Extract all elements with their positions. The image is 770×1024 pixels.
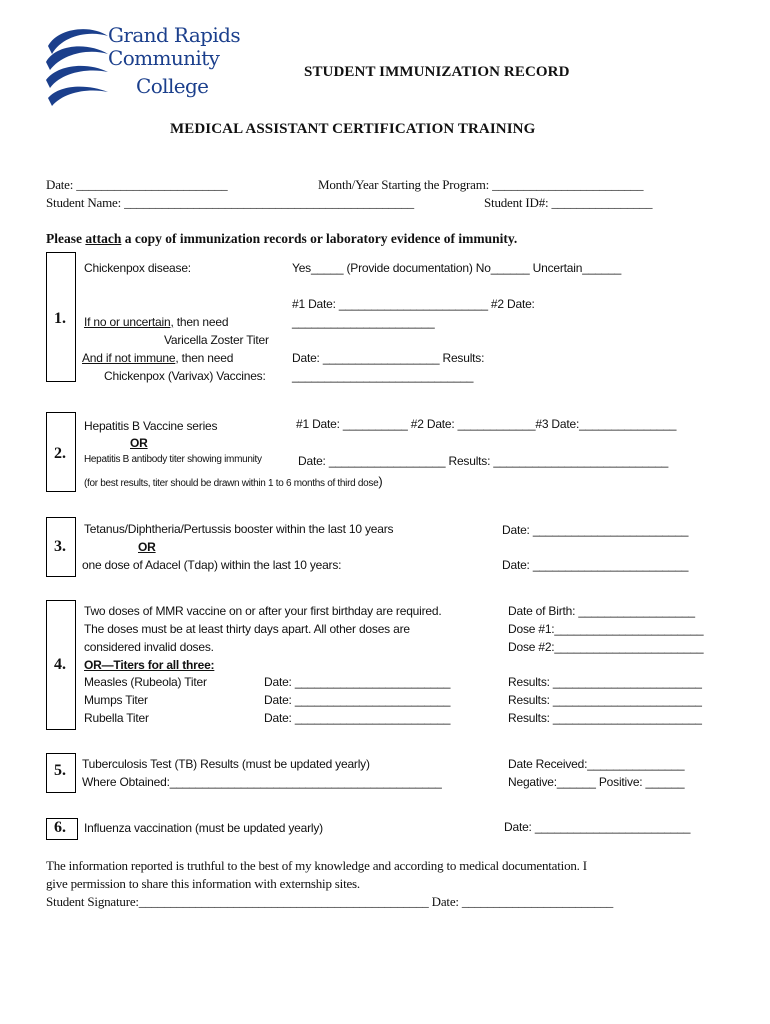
- section-6-number: 6.: [54, 819, 66, 836]
- mmr-dose1-field[interactable]: Dose #1:_______________________: [508, 622, 704, 636]
- tb-result-field[interactable]: Negative:______ Positive: ______: [508, 775, 685, 789]
- page-title: STUDENT IMMUNIZATION RECORD: [304, 64, 570, 80]
- hepb-dates-field[interactable]: #1 Date: __________ #2 Date: ____________#3 Date:_______________: [296, 417, 677, 431]
- hepb-note: [84, 474, 382, 489]
- chickenpox-date2-field[interactable]: ______________________: [292, 315, 435, 329]
- page-subtitle: MEDICAL ASSISTANT CERTIFICATION TRAINING: [170, 121, 536, 137]
- mmr-line-3: considered invalid doses.: [84, 640, 214, 654]
- measles-label: Measles (Rubeola) Titer: [84, 675, 207, 689]
- section-5-number: 5.: [54, 762, 66, 779]
- mmr-dose2-field[interactable]: Dose #2:_______________________: [508, 640, 704, 654]
- flu-label: Influenza vaccination (must be updated yearly): [84, 821, 323, 835]
- if-no-emph: If no or uncertain,: [84, 315, 174, 329]
- tdap-booster-label: Tetanus/Diphtheria/Pertussis booster within the last 10 years: [84, 522, 394, 536]
- instruction-prefix: Please: [46, 231, 86, 246]
- attestation-line-1: The information reported is truthful to the best of my knowledge and according to medical documentation. I: [46, 858, 587, 873]
- hepb-or: OR: [130, 436, 148, 450]
- varicella-titer-label: Varicella Zoster Titer: [164, 333, 269, 347]
- if-not-emph: And if not immune: [82, 351, 176, 365]
- date-field[interactable]: Date: ________________________: [46, 177, 228, 192]
- rubella-date-field[interactable]: Date: ________________________: [264, 711, 451, 725]
- rubella-results-field[interactable]: Results: _______________________: [508, 711, 702, 725]
- mumps-date-field[interactable]: Date: ________________________: [264, 693, 451, 707]
- section-4-number: 4.: [54, 656, 66, 673]
- instruction: [46, 231, 517, 247]
- mumps-results-field[interactable]: Results: _______________________: [508, 693, 702, 707]
- measles-results-field[interactable]: Results: _______________________: [508, 675, 702, 689]
- instruction-emph: attach: [85, 231, 122, 246]
- logo-line-2: Community: [108, 46, 220, 70]
- if-no-text: [84, 315, 228, 329]
- varivax-label: Chickenpox (Varivax) Vaccines:: [104, 369, 266, 383]
- chickenpox-label: Chickenpox disease:: [84, 261, 191, 275]
- tdap-date-field-1[interactable]: Date: ________________________: [502, 523, 689, 537]
- hepb-antibody-label: Hepatitis B antibody titer showing immunity: [84, 454, 262, 465]
- instruction-suffix: a copy of immunization records or laboratory evidence of immunity.: [121, 231, 518, 246]
- attestation-line-2: give permission to share this information with externship sites.: [46, 876, 360, 891]
- chickenpox-dates-field[interactable]: #1 Date: _______________________ #2 Date:: [292, 297, 535, 311]
- section-2-number: 2.: [54, 445, 66, 462]
- tb-where-field[interactable]: Where Obtained:__________________________________________: [82, 775, 442, 789]
- student-name-field[interactable]: Student Name: ______________________________________________: [46, 195, 414, 210]
- logo-line-3: College: [136, 74, 209, 98]
- titer-results-field[interactable]: ____________________________: [292, 369, 474, 383]
- tb-test-label: Tuberculosis Test (TB) Results (must be updated yearly): [82, 757, 370, 771]
- hepb-note-text: (for best results, titer should be drawn within 1 to 6 months of third dose: [84, 478, 379, 489]
- adacel-label: one dose of Adacel (Tdap) within the last 10 years:: [82, 558, 342, 572]
- mmr-line-1: Two doses of MMR vaccine on or after your first birthday are required.: [84, 604, 442, 618]
- rubella-label: Rubella Titer: [84, 711, 149, 725]
- measles-date-field[interactable]: Date: ________________________: [264, 675, 451, 689]
- college-logo: [44, 22, 244, 106]
- tdap-or: OR: [138, 540, 156, 554]
- logo-line-1: Grand Rapids: [108, 23, 241, 47]
- student-id-field[interactable]: Student ID#: ________________: [484, 195, 653, 210]
- chickenpox-status-field[interactable]: Yes_____ (Provide documentation) No______ Uncertain______: [292, 261, 622, 275]
- tdap-date-field-2[interactable]: Date: ________________________: [502, 558, 689, 572]
- titer-date-results-field[interactable]: Date: __________________ Results:: [292, 351, 485, 365]
- hepb-series-label: Hepatitis B Vaccine series: [84, 419, 218, 433]
- then-need2-text: , then need: [175, 351, 234, 365]
- wave-logo-icon: [44, 26, 110, 108]
- if-not-immune-text: [82, 351, 233, 365]
- month-year-field[interactable]: Month/Year Starting the Program: ________________________: [318, 177, 644, 192]
- section-3-number: 3.: [54, 538, 66, 555]
- hepb-titer-field[interactable]: Date: __________________ Results: ___________________________: [298, 454, 669, 468]
- flu-date-field[interactable]: Date: ________________________: [504, 820, 691, 834]
- tb-date-received-field[interactable]: Date Received:_______________: [508, 757, 685, 771]
- then-need-text: then need: [173, 315, 229, 329]
- hepb-note-end: ): [378, 474, 383, 489]
- date-of-birth-field[interactable]: Date of Birth: __________________: [508, 604, 695, 618]
- mmr-line-2: The doses must be at least thirty days apart. All other doses are: [84, 622, 410, 636]
- section-1-number: 1.: [54, 310, 66, 327]
- signature-field[interactable]: Student Signature:______________________________________________ Date: ________________________: [46, 894, 614, 909]
- mmr-titers-label: OR—Titers for all three:: [84, 658, 215, 672]
- mumps-label: Mumps Titer: [84, 693, 148, 707]
